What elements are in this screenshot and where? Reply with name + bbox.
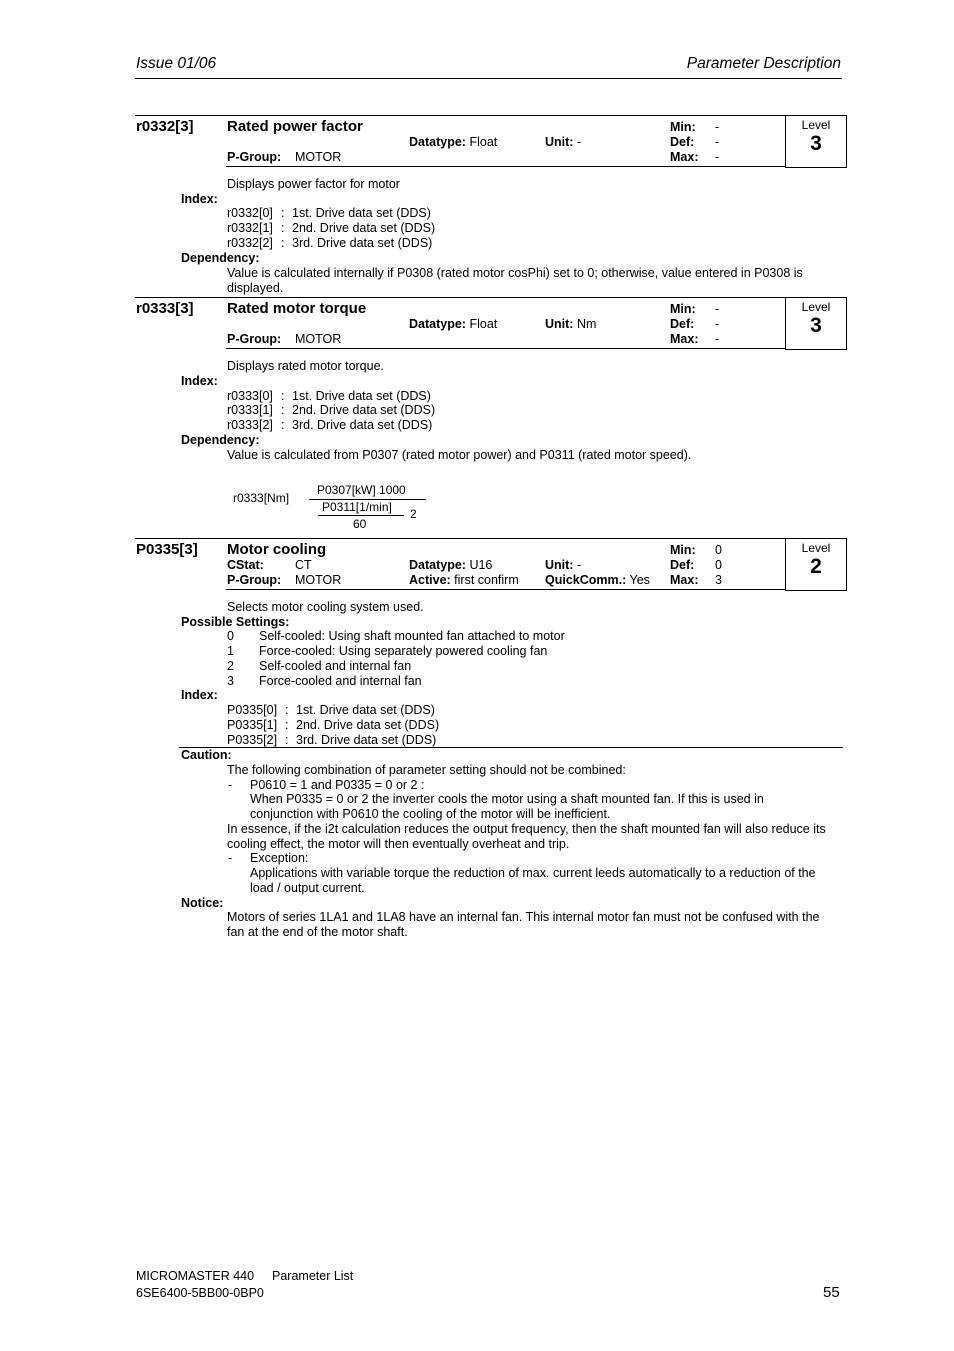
param-title: Rated power factor	[227, 118, 363, 135]
setting-value: 0	[227, 629, 234, 643]
index-code: r0332[1]	[227, 221, 273, 235]
cstat-value: CT	[295, 558, 312, 572]
index-separator: :	[281, 206, 285, 220]
caution-dash: -	[228, 851, 233, 865]
active-field: Active: first confirm	[409, 573, 519, 587]
header-rule	[135, 78, 842, 79]
param-description: Displays power factor for motor	[227, 177, 400, 191]
unit-field: Unit: -	[545, 135, 582, 149]
min-value: -	[715, 120, 720, 134]
datatype-field: Datatype: U16	[409, 558, 493, 572]
formula-inner-denominator: 60	[353, 517, 367, 531]
param-description: Selects motor cooling system used.	[227, 600, 424, 614]
param-id: r0333[3]	[136, 300, 194, 317]
caution-bullet: Exception:	[250, 851, 309, 865]
setting-text: Self-cooled and internal fan	[259, 659, 412, 673]
param-top-rule	[135, 538, 785, 539]
formula-inner-multiplier: 2	[410, 507, 417, 521]
unit-field: Unit: -	[545, 558, 582, 572]
param-top-rule	[135, 115, 785, 116]
level-box	[785, 538, 847, 591]
max-value: 3	[715, 573, 722, 587]
index-text: 3rd. Drive data set (DDS)	[292, 236, 433, 250]
level-value: 3	[810, 132, 822, 155]
param-bottom-rule	[226, 166, 785, 167]
index-code: r0333[2]	[227, 418, 273, 432]
param-description: Displays rated motor torque.	[227, 359, 385, 373]
index-separator: :	[281, 221, 285, 235]
pgroup-label: P-Group:	[227, 573, 282, 587]
min-label: Min:	[670, 302, 696, 316]
index-text: 2nd. Drive data set (DDS)	[296, 718, 440, 732]
param-top-rule	[135, 297, 785, 298]
dependency-text: Value is calculated from P0307 (rated motor power) and P0311 (rated motor speed).	[227, 448, 692, 462]
level-box	[785, 297, 847, 350]
pgroup-value: MOTOR	[295, 573, 342, 587]
min-value: -	[715, 302, 720, 316]
caution-rule	[179, 747, 843, 748]
index-separator: :	[285, 703, 289, 717]
cstat-label: CStat:	[227, 558, 264, 572]
level-value: 2	[810, 555, 822, 578]
formula-lhs: r0333[Nm]	[233, 491, 290, 505]
min-label: Min:	[670, 120, 696, 134]
index-code: P0335[0]	[227, 703, 278, 717]
setting-text: Force-cooled: Using separately powered cooling fan	[259, 644, 548, 658]
caution-bullet-detail: When P0335 = 0 or 2 the inverter cools the motor using a shaft mounted fan. If this is used in conjunction with P0610 the cooling of the motor will be inefficient.	[250, 792, 764, 821]
index-code: r0333[1]	[227, 403, 273, 417]
def-label: Def:	[670, 558, 695, 572]
index-code: r0332[0]	[227, 206, 273, 220]
setting-value: 2	[227, 659, 234, 673]
index-separator: :	[281, 403, 285, 417]
dependency-label: Dependency:	[181, 251, 260, 265]
def-value: 0	[715, 558, 722, 572]
max-label: Max:	[670, 150, 699, 164]
level-value: 3	[810, 314, 822, 337]
index-label: Index:	[181, 192, 218, 206]
max-value: -	[715, 150, 720, 164]
notice-label: Notice:	[181, 896, 224, 910]
index-code: P0335[2]	[227, 733, 278, 747]
dependency-text: Value is calculated internally if P0308 (rated motor cosPhi) set to 0; otherwise, value entered in P0308 is displayed.	[227, 266, 803, 295]
index-separator: :	[281, 236, 285, 250]
datatype-field: Datatype: Float	[409, 317, 498, 331]
index-text: 3rd. Drive data set (DDS)	[296, 733, 437, 747]
level-label: Level	[801, 300, 831, 314]
index-separator: :	[285, 718, 289, 732]
index-text: 2nd. Drive data set (DDS)	[292, 403, 436, 417]
unit-field: Unit: Nm	[545, 317, 597, 331]
setting-text: Self-cooled: Using shaft mounted fan attached to motor	[259, 629, 565, 643]
level-label: Level	[801, 541, 831, 555]
footer-product: MICROMASTER 440	[136, 1269, 255, 1283]
page-number: 55	[823, 1284, 840, 1301]
index-separator: :	[285, 733, 289, 747]
index-text: 1st. Drive data set (DDS)	[296, 703, 435, 717]
max-label: Max:	[670, 332, 699, 346]
caution-dash: -	[228, 778, 233, 792]
caution-intro: The following combination of parameter setting should not be combined:	[227, 763, 626, 777]
formula-numerator: P0307[kW] 1000	[317, 483, 406, 497]
pgroup-label: P-Group:	[227, 332, 282, 346]
setting-text: Force-cooled and internal fan	[259, 674, 422, 688]
max-label: Max:	[670, 573, 699, 587]
footer-doc: Parameter List	[272, 1269, 354, 1283]
min-value: 0	[715, 543, 722, 557]
param-title: Rated motor torque	[227, 300, 367, 317]
formula-inner-fraction-bar	[318, 515, 404, 516]
min-label: Min:	[670, 543, 696, 557]
index-code: r0333[0]	[227, 389, 273, 403]
param-id: P0335[3]	[136, 541, 198, 558]
caution-bullet: P0610 = 1 and P0335 = 0 or 2 :	[250, 778, 425, 792]
def-label: Def:	[670, 317, 695, 331]
def-value: -	[715, 317, 720, 331]
quickcomm-field: QuickComm.: Yes	[545, 573, 650, 587]
level-label: Level	[801, 118, 831, 132]
caution-essence: In essence, if the i2t calculation reduces the output frequency, then the shaft mounted fan will also reduce its cooling effect, the motor will then eventually overheat and trip.	[227, 822, 826, 851]
index-text: 2nd. Drive data set (DDS)	[292, 221, 436, 235]
header-left: Issue 01/06	[136, 55, 217, 72]
footer-order: 6SE6400-5BB00-0BP0	[136, 1286, 264, 1300]
param-bottom-rule	[226, 348, 785, 349]
index-text: 1st. Drive data set (DDS)	[292, 206, 431, 220]
level-box	[785, 115, 847, 168]
setting-value: 1	[227, 644, 234, 658]
header-right: Parameter Description	[686, 55, 841, 72]
pgroup-label: P-Group:	[227, 150, 282, 164]
caution-bullet-detail: Applications with variable torque the reduction of max. current leeds automatically to a reduction of the load / output current.	[250, 866, 816, 895]
param-title: Motor cooling	[227, 541, 327, 558]
pgroup-value: MOTOR	[295, 332, 342, 346]
pgroup-value: MOTOR	[295, 150, 342, 164]
settings-label: Possible Settings:	[181, 615, 290, 629]
formula-inner-numerator: P0311[1/min]	[322, 500, 392, 514]
def-value: -	[715, 135, 720, 149]
datatype-field: Datatype: Float	[409, 135, 498, 149]
dependency-label: Dependency:	[181, 433, 260, 447]
index-separator: :	[281, 418, 285, 432]
index-text: 1st. Drive data set (DDS)	[292, 389, 431, 403]
index-label: Index:	[181, 374, 218, 388]
index-text: 3rd. Drive data set (DDS)	[292, 418, 433, 432]
index-label: Index:	[181, 688, 218, 702]
max-value: -	[715, 332, 720, 346]
index-code: P0335[1]	[227, 718, 278, 732]
def-label: Def:	[670, 135, 695, 149]
index-separator: :	[281, 389, 285, 403]
param-bottom-rule	[226, 589, 785, 590]
notice-text: Motors of series 1LA1 and 1LA8 have an internal fan. This internal motor fan must not be confused with the fan at the end of the motor shaft.	[227, 910, 820, 939]
param-id: r0332[3]	[136, 118, 194, 135]
caution-label: Caution:	[181, 748, 232, 762]
index-code: r0332[2]	[227, 236, 273, 250]
setting-value: 3	[227, 674, 234, 688]
